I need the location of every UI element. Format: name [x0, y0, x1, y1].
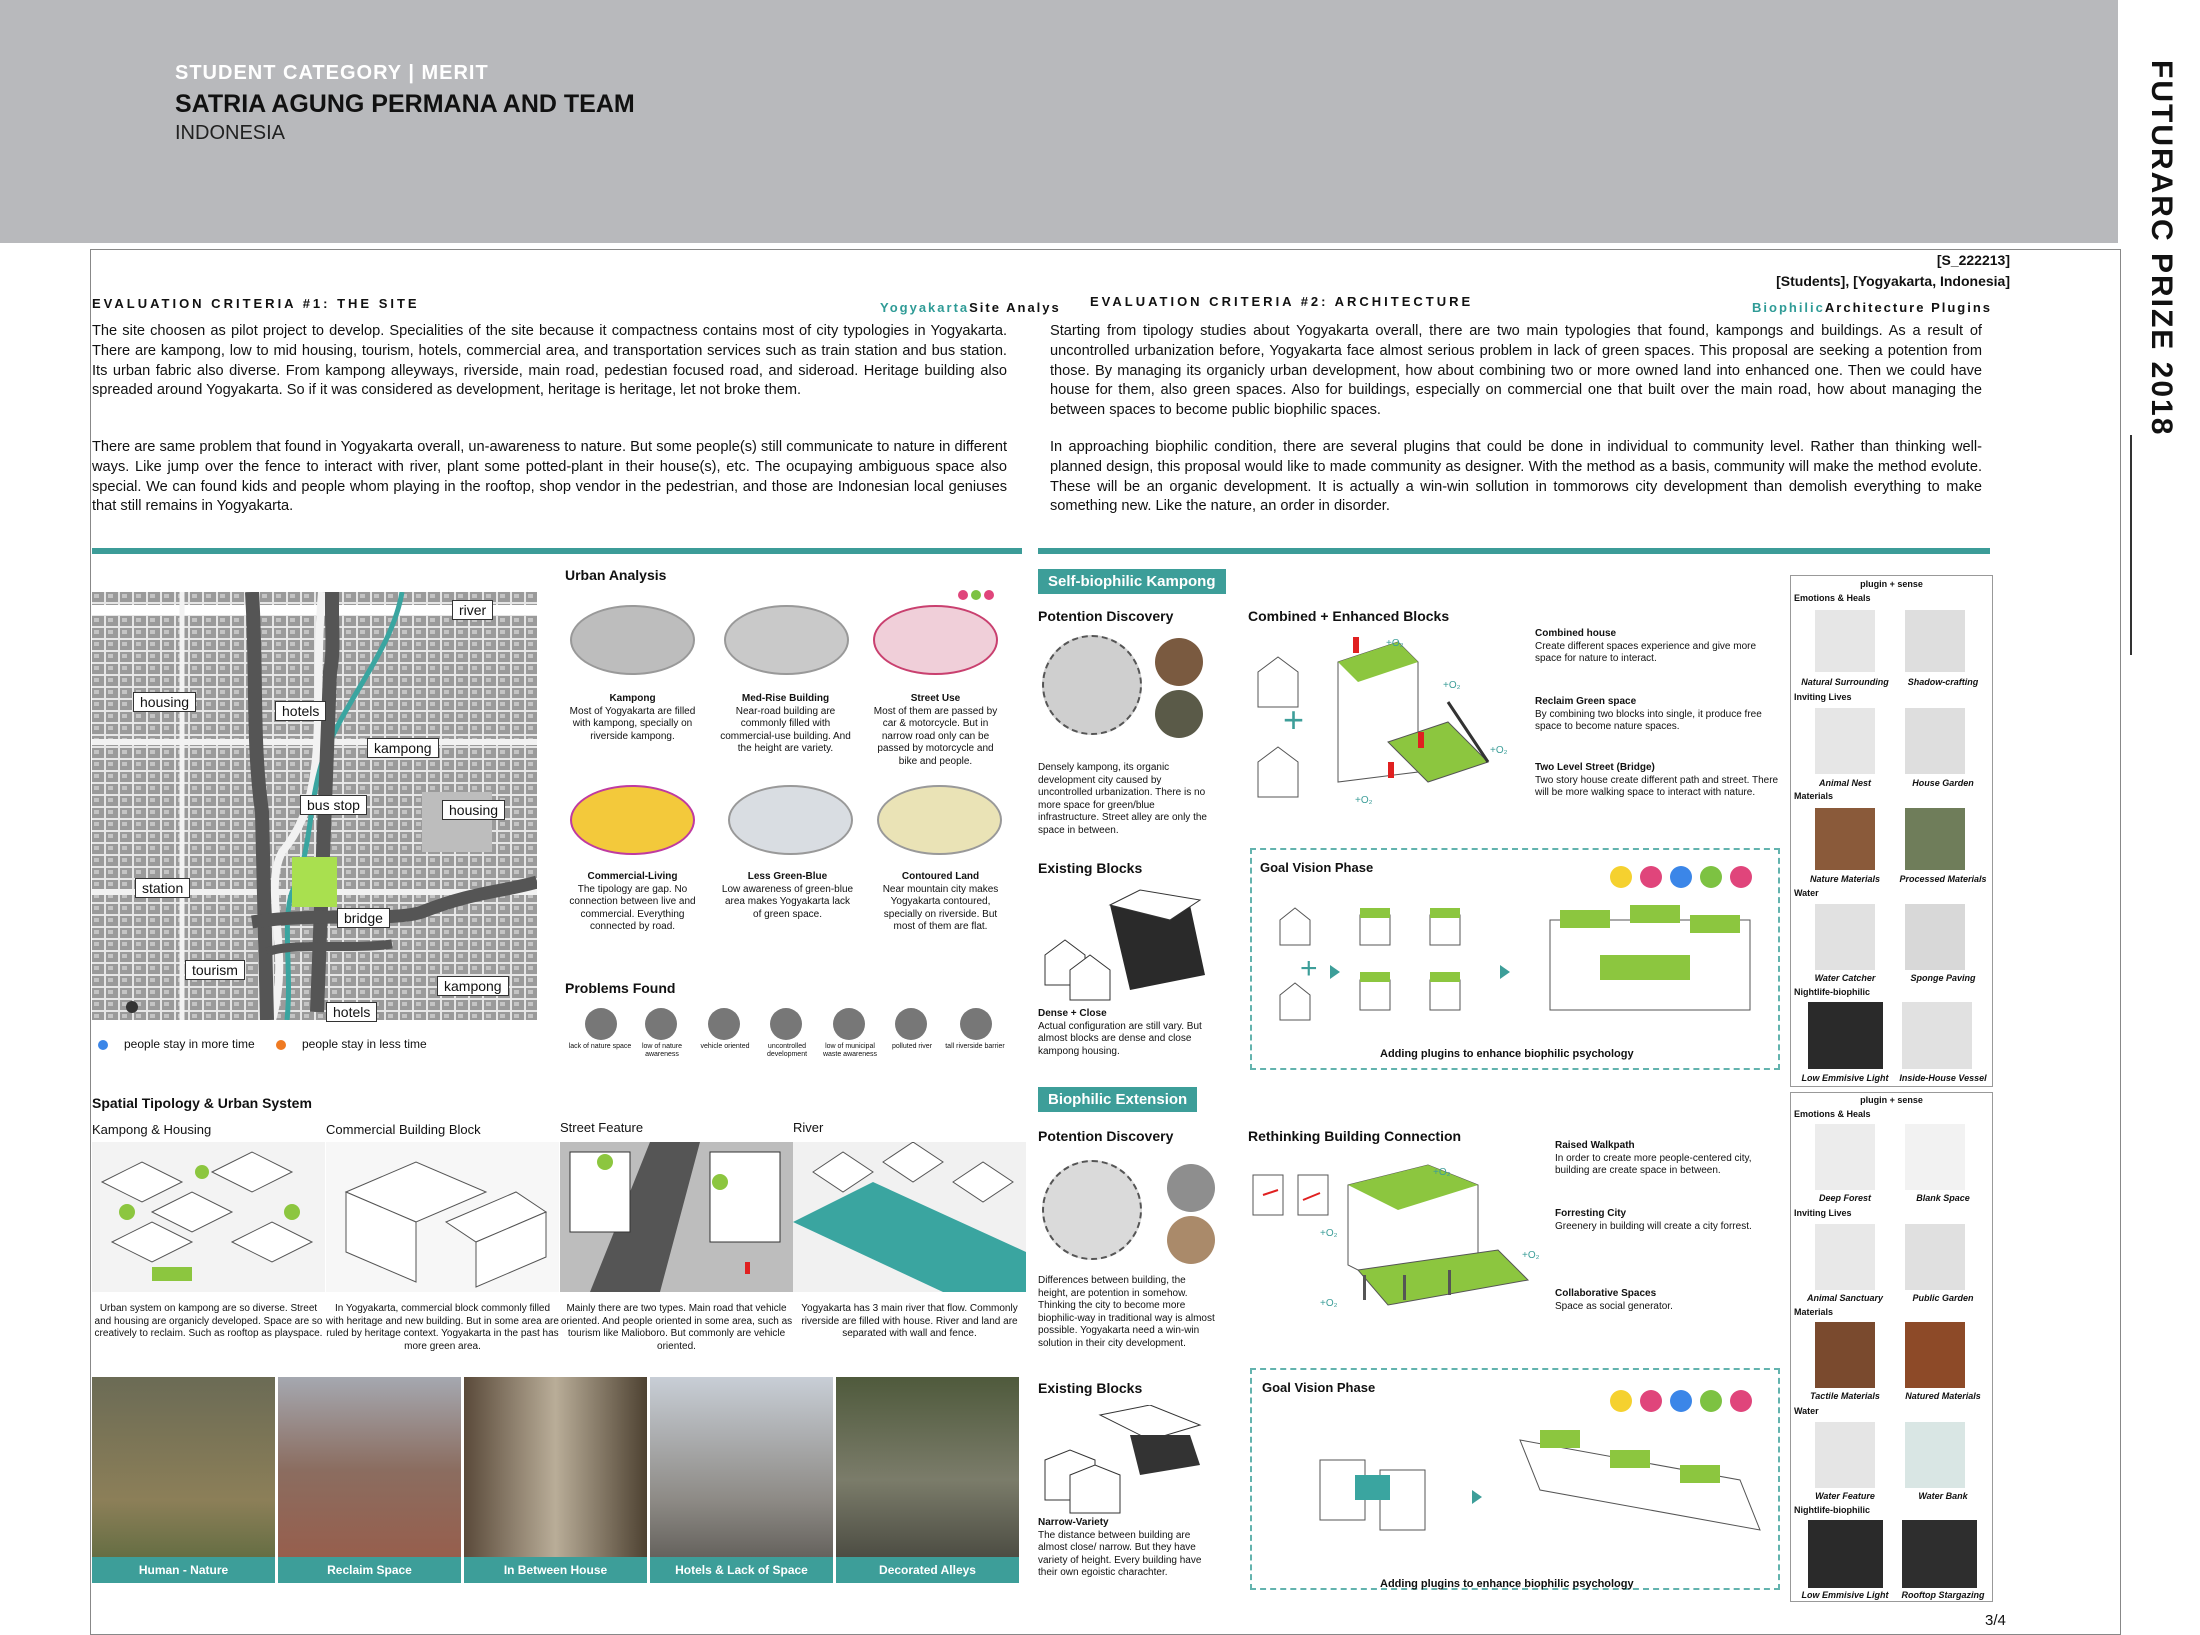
p2-emotions-a-img: [1815, 1124, 1875, 1190]
green-blue-disc: [728, 785, 853, 855]
oxygen-label-6: +O₂: [1320, 1228, 1338, 1239]
kampong-combined-title: Combined + Enhanced Blocks: [1248, 608, 1450, 624]
river-axo: [793, 1142, 1026, 1292]
extension-potention-desc: Differences between building, the height, are potention in somehow. Thinking the city to become more biophilic-way in traditional way is almost possible. Yogyakarta need a win-win solution in their city development.: [1038, 1275, 1215, 1349]
oxygen-label-3: +O₂: [1490, 745, 1508, 756]
extension-note-2: Forresting City Greenery in building will create a city forrest.: [1555, 1208, 1752, 1232]
photo-reclaim-space: Reclaim Space: [278, 1377, 461, 1583]
extension-section-title: Biophilic Extension: [1038, 1087, 1197, 1112]
map-label-bridge: bridge: [337, 908, 390, 928]
kampong-plugin-icons: [1610, 866, 1760, 894]
p2-emotions-b: Blank Space: [1916, 1193, 1970, 1203]
oxygen-label-7: +O₂: [1522, 1250, 1540, 1261]
extension-rethink-title: Rethinking Building Connection: [1248, 1128, 1462, 1144]
urban-contoured-land: Contoured Land Near mountain city makes Yogyakarta contoured, specially on riverside. But most of them are flat.: [882, 871, 999, 933]
kampong-note-2: Reclaim Green space By combining two blocks into single, it produce free space to become nature spaces.: [1535, 696, 1762, 733]
kampong-section-title: Self-biophilic Kampong: [1038, 569, 1226, 594]
header-band: [0, 0, 2118, 243]
street-axo: [560, 1142, 793, 1292]
urban-analysis-title: Urban Analysis: [565, 567, 667, 583]
urban-medrise: Med-Rise Building Near-road building are commonly filled with commercial-use building. And the height are variety.: [720, 693, 851, 755]
p2-materials: Materials: [1794, 1307, 1834, 1317]
kampong-goal-title: Goal Vision Phase: [1260, 860, 1374, 875]
p2-inviting-b-img: [1905, 1224, 1965, 1290]
p2-nightlife: Nightlife-biophilic: [1794, 1505, 1870, 1515]
oxygen-label-4: +O₂: [1355, 795, 1373, 806]
commercial-disc: [570, 785, 695, 855]
architecture-paragraph-1: Starting from tipology studies about Yogyakarta overall, there are two main typologies that found, kampongs and buildings. As a result of uncontrolled urbanization before, Yogyakarta face almost serious problem in lack of green spaces. This proposal are seeking a potention from those. By managing its organicly urban development, how about combining two or more owned land into enhanced one. Then we could have house for them, also green spaces. Also for buildings, especially on commercial one that built over the main road, how about managing the between spaces to become public biophilic spaces.: [1050, 323, 1982, 419]
map-label-tourism: tourism: [185, 960, 245, 980]
p1-inviting-b: House Garden: [1912, 778, 1974, 788]
urban-street-use: Street Use Most of them are passed by car & motorcycle. But in narrow road only can be passed by motorcycle and bike and people.: [873, 693, 998, 767]
street-use-disc: [873, 605, 998, 675]
problems-labels: lack of nature space low of nature awareness vehicle oriented uncontrolled development low of municipal waste awareness polluted river tall riverside barrier: [568, 1043, 1005, 1058]
p2-inviting-b: Public Garden: [1912, 1293, 1974, 1303]
p1-emotions: Emotions & Heals: [1794, 593, 1871, 603]
team-name: SATRIA AGUNG PERMANA AND TEAM: [175, 90, 635, 118]
extension-goal-title: Goal Vision Phase: [1262, 1380, 1376, 1395]
p1-nightlife: Nightlife-biophilic: [1794, 987, 1870, 997]
photo-hotels: Hotels & Lack of Space: [650, 1377, 833, 1583]
extension-existing-drawing: [1040, 1405, 1210, 1515]
p2-water-a: Water Feature: [1815, 1491, 1875, 1501]
urban-legend-dots: [958, 590, 1008, 604]
plugin-panel-1-title: plugin + sense: [1860, 579, 1923, 589]
country: INDONESIA: [175, 122, 286, 144]
extension-potention-circle: [1042, 1160, 1142, 1260]
p2-water-b-img: [1905, 1422, 1965, 1488]
map-label-hotels-2: hotels: [326, 1002, 377, 1022]
spatial-commercial-desc: In Yogyakarta, commercial block commonly filled with heritage and new building. But in some area are ruled by heritage context. Yogyakarta in the past has more green area.: [326, 1303, 559, 1352]
spatial-title: Spatial Tipology & Urban System: [92, 1095, 312, 1111]
legend-less-time: people stay in less time: [302, 1037, 427, 1051]
left-divider: [92, 548, 1022, 554]
kampong-photo-1: [1155, 638, 1203, 686]
kampong-photo-2: [1155, 690, 1203, 738]
p2-materials-b-img: [1905, 1322, 1965, 1388]
criteria-1-title: EVALUATION CRITERIA #1: THE SITE: [92, 296, 420, 311]
p1-materials-a-img: [1815, 808, 1875, 870]
map-label-hotels: hotels: [275, 701, 326, 721]
p1-emotions-b: Shadow-crafting: [1907, 677, 1979, 687]
oxygen-label-8: +O₂: [1320, 1298, 1338, 1309]
extension-note-1: Raised Walkpath In order to create more people-centered city, building are create space in between.: [1555, 1140, 1752, 1177]
legend-more-time: people stay in more time: [124, 1037, 255, 1051]
oxygen-label-1: +O₂: [1386, 638, 1404, 649]
p1-nightlife-b-img: [1902, 1002, 1972, 1069]
prize-vertical-title: FUTURARC PRIZE 2018: [2145, 60, 2178, 437]
problems-title: Problems Found: [565, 980, 676, 996]
p1-inviting-b-img: [1905, 708, 1965, 774]
extension-existing-title: Existing Blocks: [1038, 1380, 1143, 1396]
legend-blue-dot: [98, 1040, 108, 1050]
plugin-panel-2-title: plugin + sense: [1860, 1095, 1923, 1105]
p1-emotions-a: Natural Surrounding: [1801, 677, 1889, 687]
extension-goal-drawing: [1300, 1420, 1770, 1570]
map-label-river: river: [452, 600, 493, 620]
criteria-2-title: EVALUATION CRITERIA #2: ARCHITECTURE: [1090, 294, 1474, 309]
urban-less-green-blue: Less Green-Blue Low awareness of green-blue area makes Yogyakarta lack of green space.: [721, 871, 854, 920]
svg-text:+: +: [1283, 699, 1305, 740]
kampong-existing-title: Existing Blocks: [1038, 860, 1143, 876]
kampong-note-1: Combined house Create different spaces experience and give more space for nature to interact.: [1535, 628, 1757, 665]
kampong-axo: [92, 1142, 325, 1292]
extension-existing-desc: Narrow-Variety The distance between building are almost close/ narrow. But they have variety of height. Every building have their own egoistic charachter.: [1038, 1517, 1202, 1579]
architecture-paragraph-2: In approaching biophilic condition, there are several plugins that could be done in individual to community level. Rather than thinking well-planned design, this proposal would like to made community as designer. With the method as a basis, community will make the method evolute. These will be an organic development. It is actually a win-win sollution in tommorows city development than demolish everything to make something new. Like the nature, an order in disorder.: [1050, 439, 1982, 515]
site-paragraph-2: There are same problem that found in Yogyakarta overall, un-awareness to nature. But some people(s) still communicate to nature in different ways. Like jump over the fence to interact with river, plant some potted-plant in their house(s), etc. The ocupaying ambiguous space also special. We can found kids and people whom playing in the rooftop, shop vendor in the pedestrian, and those are Indonesian local geniuses that still remains in Yogyakarta.: [92, 439, 1007, 515]
p1-materials: Materials: [1794, 791, 1834, 801]
p2-water-a-img: [1815, 1422, 1875, 1488]
p2-materials-b: Natured Materials: [1905, 1391, 1981, 1401]
extension-rethink-drawing: [1248, 1155, 1548, 1335]
map-label-housing-2: housing: [442, 800, 505, 820]
p1-water-a-img: [1815, 904, 1875, 970]
kampong-potention-circle: [1042, 635, 1142, 735]
spatial-river-title: River: [793, 1120, 824, 1135]
spatial-kampong-desc: Urban system on kampong are so diverse. Street and housing are organicly developed. Space are so creatively to reclaim. Such as rooftop as playspace.: [94, 1303, 323, 1340]
p1-inviting-a: Animal Nest: [1818, 778, 1871, 788]
extension-photo-2: [1167, 1216, 1215, 1264]
side-rule: [2130, 435, 2132, 655]
entry-meta: [Students], [Yogyakarta, Indonesia]: [1776, 273, 2010, 289]
spatial-street-title: Street Feature: [560, 1120, 644, 1135]
right-divider: [1038, 548, 1990, 554]
site-paragraph-1: The site choosen as pilot project to develop. Specialities of the site because it compactness contains most of city typologies in Yogyakarta. There are kampong, low to mid housing, tourism, hotels, commercial area, and transportation services such as train station and bus station. Its urban fabric also diverse. From kampong alleyways, riverside, main road, pedestian focused road, and sideroad. Heritage building also spreaded around Yogyakarta. So if it was considered as development, heritage is heritage, let not broke them.: [92, 323, 1007, 399]
medrise-disc: [724, 605, 849, 675]
kampong-potention-desc: Densely kampong, its organic development city caused by uncontrolled urbanization. There is no more space for green/blue infrastructure. Street alley are only the space in between.: [1038, 762, 1207, 836]
p1-materials-a: Nature Materials: [1809, 874, 1881, 884]
category-line: STUDENT CATEGORY | MERIT: [175, 62, 489, 84]
p1-materials-b: Processed Materials: [1899, 874, 1987, 884]
p1-inviting: Inviting Lives: [1794, 692, 1852, 702]
p1-emotions-a-img: [1815, 610, 1875, 672]
commercial-axo: [326, 1142, 559, 1292]
architecture-tag: BiophilicArchitecture Plugins: [1752, 300, 1993, 315]
p1-inviting-a-img: [1815, 708, 1875, 774]
page-number: 3/4: [1985, 1612, 2006, 1629]
photo-in-between-house: In Between House: [464, 1377, 647, 1583]
extension-plugin-icons: [1610, 1390, 1760, 1418]
kampong-disc: [570, 605, 695, 675]
p2-emotions: Emotions & Heals: [1794, 1109, 1871, 1119]
photo-human-nature: Human - Nature: [92, 1377, 275, 1583]
spatial-street-desc: Mainly there are two types. Main road that vehicle oriented. And people oriented in some area, such as tourism like Malioboro. But commonly are vehicle oriented.: [560, 1303, 793, 1352]
kampong-existing-drawing: [1040, 885, 1210, 1005]
p2-materials-a: Tactile Materials: [1810, 1391, 1880, 1401]
map-label-bus-stop: bus stop: [300, 795, 367, 815]
p2-inviting-a: Animal Sanctuary: [1806, 1293, 1884, 1303]
p1-water-b: Sponge Paving: [1910, 973, 1976, 983]
extension-note-3: Collaborative Spaces Space as social generator.: [1555, 1288, 1673, 1312]
photo-decorated-alleys: Decorated Alleys: [836, 1377, 1019, 1583]
map-label-station: station: [135, 878, 190, 898]
p1-nightlife-b: Inside-House Vessel: [1899, 1073, 1987, 1083]
map-label-kampong: kampong: [367, 738, 439, 758]
map-label-housing: housing: [133, 692, 196, 712]
p1-emotions-b-img: [1905, 610, 1965, 672]
p2-emotions-b-img: [1905, 1124, 1965, 1190]
spatial-commercial-title: Commercial Building Block: [326, 1122, 481, 1137]
p1-water-a: Water Catcher: [1814, 973, 1876, 983]
spatial-kampong-title: Kampong & Housing: [92, 1122, 212, 1137]
p2-inviting: Inviting Lives: [1794, 1208, 1852, 1218]
p2-nightlife-a: Low Emmisive Light: [1801, 1590, 1889, 1600]
p2-materials-a-img: [1815, 1322, 1875, 1388]
p1-water-b-img: [1905, 904, 1965, 970]
p1-materials-b-img: [1905, 808, 1965, 870]
kampong-note-3: Two Level Street (Bridge) Two story house create different path and street. There will be more walking space to interact with nature.: [1535, 762, 1779, 799]
p2-inviting-a-img: [1815, 1224, 1875, 1290]
entry-id: [S_222213]: [1936, 252, 2010, 268]
map-label-kampong-2: kampong: [437, 976, 509, 996]
extension-potention-title: Potention Discovery: [1038, 1128, 1174, 1144]
legend-orange-dot: [276, 1040, 286, 1050]
spatial-river-desc: Yogyakarta has 3 main river that flow. Commonly riverside are filled with house. River and land are separated with wall and fence.: [801, 1303, 1018, 1340]
oxygen-label-2: +O₂: [1443, 680, 1461, 691]
kampong-existing-desc: Dense + Close Actual configuration are still vary. But almost blocks are dense and close kampong housing.: [1038, 1008, 1202, 1057]
svg-text:+: +: [1300, 952, 1318, 985]
kampong-combined-drawing: [1248, 632, 1538, 812]
p1-nightlife-a-img: [1808, 1002, 1883, 1069]
p2-water-b: Water Bank: [1918, 1491, 1968, 1501]
p2-water: Water: [1794, 1406, 1819, 1416]
site-tag: YogyakartaSite Analys: [880, 300, 1061, 315]
oxygen-label-5: +O₂: [1433, 1167, 1451, 1178]
p1-nightlife-a: Low Emmisive Light: [1801, 1073, 1889, 1083]
extension-photo-1: [1167, 1164, 1215, 1212]
p2-nightlife-b-img: [1902, 1520, 1977, 1588]
kampong-goal-drawing: [1270, 900, 1770, 1040]
p2-nightlife-b: Rooftop Stargazing: [1901, 1590, 1985, 1600]
p2-emotions-a: Deep Forest: [1818, 1193, 1871, 1203]
kampong-potention-title: Potention Discovery: [1038, 608, 1174, 624]
contour-disc: [877, 785, 1002, 855]
p2-nightlife-a-img: [1808, 1520, 1883, 1588]
urban-commercial-living: Commercial-Living The tipology are gap. No connection between live and commercial. Everything connected by road.: [569, 871, 696, 933]
urban-kampong: Kampong Most of Yogyakarta are filled with kampong, specially on riverside kampong.: [569, 693, 696, 742]
extension-goal-caption: Adding plugins to enhance biophilic psychology: [1380, 1578, 1634, 1590]
p1-water: Water: [1794, 888, 1819, 898]
kampong-goal-caption: Adding plugins to enhance biophilic psychology: [1380, 1048, 1634, 1060]
